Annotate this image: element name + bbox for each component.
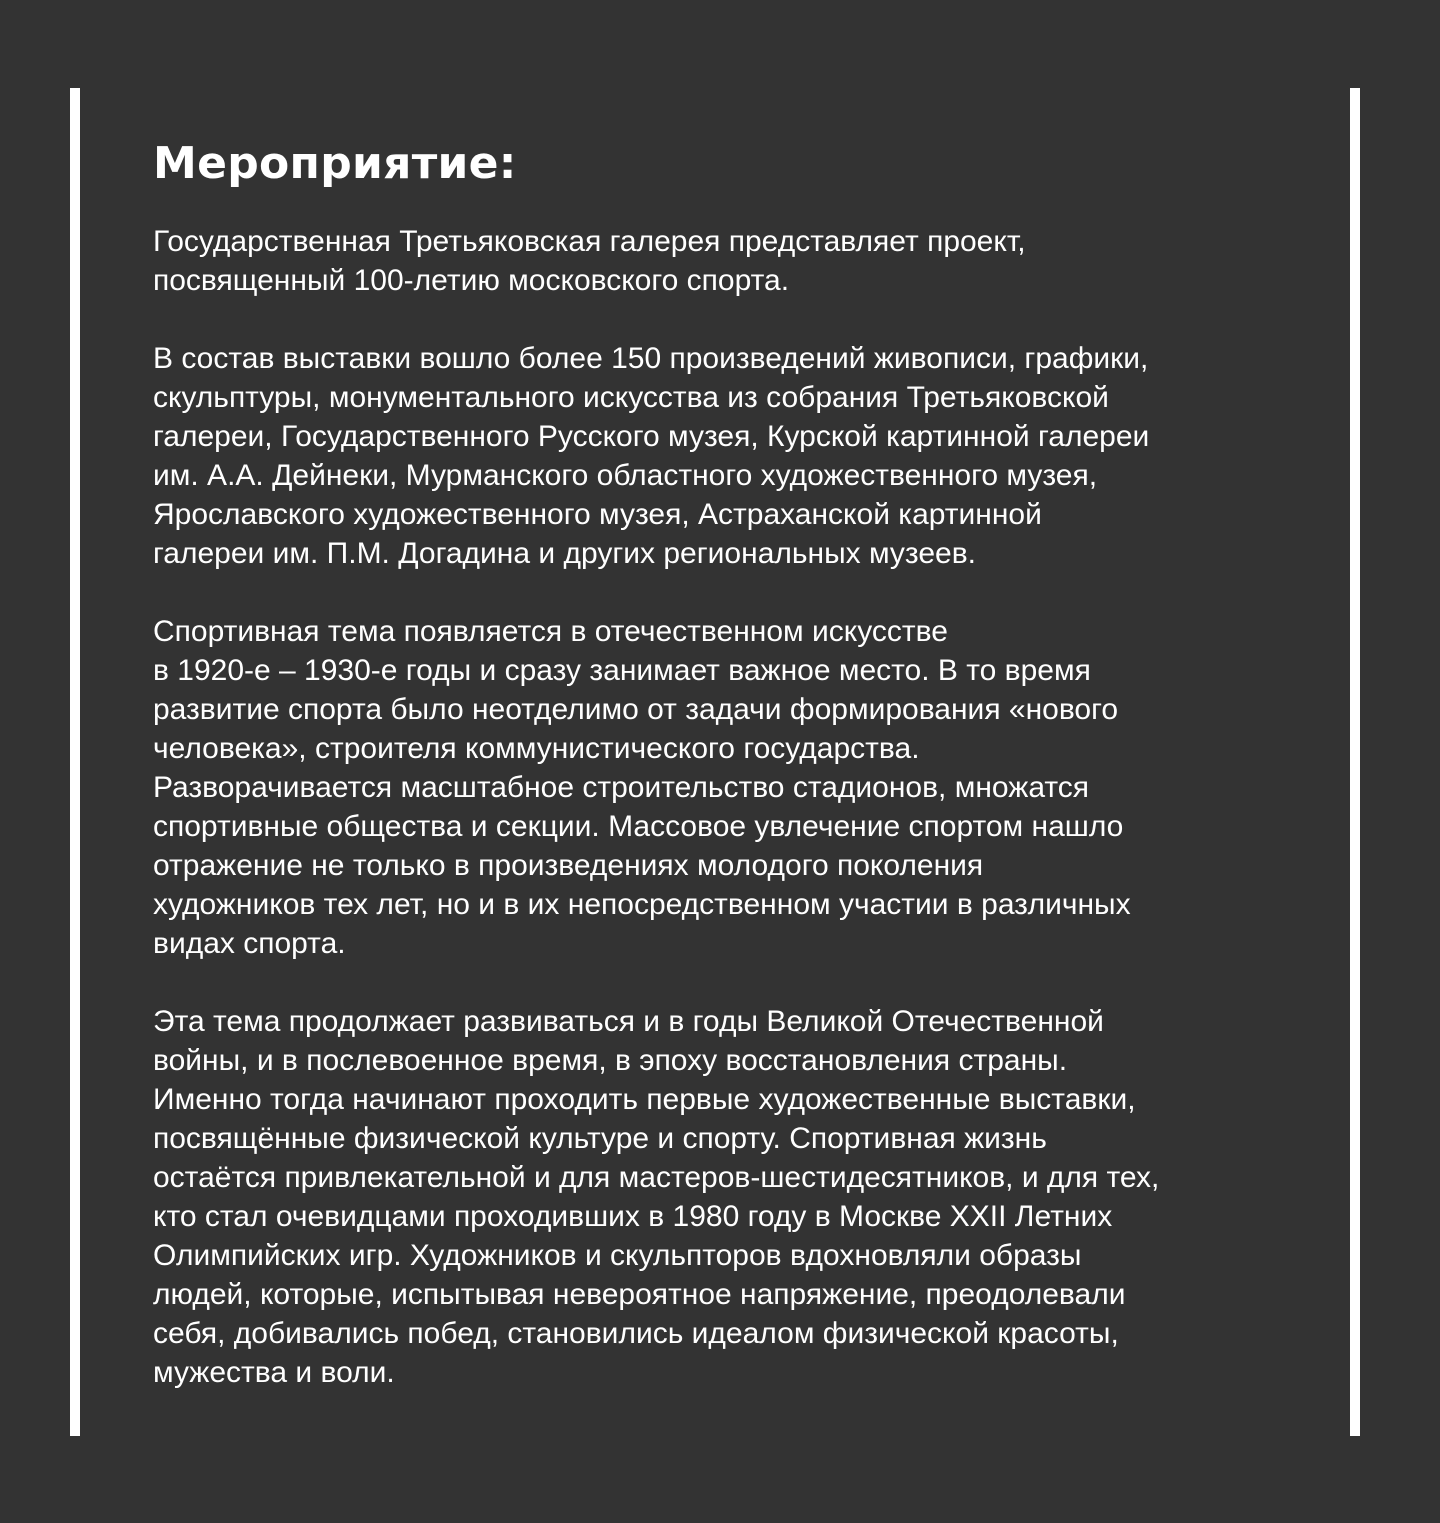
text-line: Спортивная тема появляется в отечественном искусстве <box>153 615 948 648</box>
text-line: им. А.А. Дейнеки, Мурманского областного художественного музея, <box>153 459 1098 492</box>
text-line: остаётся привлекательной и для мастеров-шестидесятников, и для тех, <box>153 1161 1160 1194</box>
text-line: Эта тема продолжает развиваться и в годы Великой Отечественной <box>153 1005 1104 1038</box>
text-line: скульптуры, монументального искусства из собрания Третьяковской <box>153 381 1109 414</box>
text-line: Государственная Третьяковская галерея представляет проект, <box>153 225 1026 258</box>
text-line: галереи, Государственного Русского музея, Курской картинной галереи <box>153 420 1150 453</box>
text-line: развитие спорта было неотделимо от задачи формирования «нового <box>153 693 1119 726</box>
text-line: спортивные общества и секции. Массовое увлечение спортом нашло <box>153 810 1124 843</box>
text-line: себя, добивались побед, становились идеалом физической красоты, <box>153 1317 1119 1350</box>
event-description <box>153 136 1313 1392</box>
paragraph-intro <box>153 222 1313 300</box>
text-line: художников тех лет, но и в их непосредственном участии в различных <box>153 888 1131 921</box>
event-heading: Мероприятие: <box>153 138 517 189</box>
text-line: Олимпийских игр. Художников и скульпторов вдохновляли образы <box>153 1239 1082 1272</box>
text-line: галереи им. П.М. Догадина и других региональных музеев. <box>153 537 976 570</box>
text-line: в 1920-е – 1930-е годы и сразу занимает важное место. В то время <box>153 654 1091 687</box>
text-line: Разворачивается масштабное строительство стадионов, множатся <box>153 771 1090 804</box>
paragraph-postwar-era <box>153 1002 1313 1392</box>
text-line: В состав выставки вошло более 150 произведений живописи, графики, <box>153 342 1149 375</box>
text-line: посвящённые физической культуре и спорту. Спортивная жизнь <box>153 1122 1047 1155</box>
text-line: человека», строителя коммунистического государства. <box>153 732 920 765</box>
text-line: войны, и в послевоенное время, в эпоху восстановления страны. <box>153 1044 1068 1077</box>
text-line: Именно тогда начинают проходить первые художественные выставки, <box>153 1083 1136 1116</box>
text-line: отражение не только в произведениях молодого поколения <box>153 849 984 882</box>
paragraph-exhibition-contents <box>153 339 1313 573</box>
right-divider-bar <box>1350 88 1360 1436</box>
left-divider-bar <box>70 88 80 1436</box>
text-line: Ярославского художественного музея, Астраханской картинной <box>153 498 1042 531</box>
text-line: посвященный 100-летию московского спорта. <box>153 264 790 297</box>
paragraph-sport-theme <box>153 612 1313 963</box>
text-line: кто стал очевидцами проходивших в 1980 году в Москве XXII Летних <box>153 1200 1113 1233</box>
text-line: людей, которые, испытывая невероятное напряжение, преодолевали <box>153 1278 1126 1311</box>
text-line: мужества и воли. <box>153 1356 395 1389</box>
text-line: видах спорта. <box>153 927 346 960</box>
